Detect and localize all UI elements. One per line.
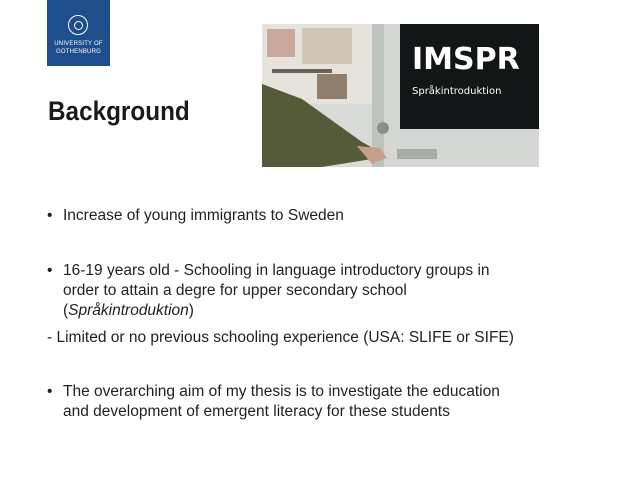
bullet-text-line-2: and development of emergent literacy for these students: [63, 403, 450, 420]
bullet-item: [47, 382, 500, 422]
university-logo: [47, 0, 110, 66]
bullet-text: Increase of young immigrants to Sweden: [63, 207, 344, 224]
bullet-marker: •: [47, 383, 53, 400]
logo-line-2: GOTHENBURG: [55, 49, 101, 55]
bullet-text-line-2: order to attain a degre for upper secondary school: [63, 282, 407, 299]
italic-term: Språkintroduktion: [68, 302, 189, 319]
university-seal-icon: [68, 15, 88, 35]
bullet-marker: •: [47, 262, 53, 279]
paren-close: ): [188, 302, 194, 319]
sign-sub-text: Språkintroduktion: [412, 86, 502, 97]
dash-item: - Limited or no previous schooling experience (USA: SLIFE or SIFE): [47, 329, 514, 346]
paren-open: (: [63, 302, 69, 319]
logo-line-1: UNIVERSITY OF: [54, 41, 103, 47]
classroom-door-photo: [262, 24, 539, 167]
sign-main-text: IMSPR: [412, 42, 520, 77]
bullet-text-line-3: [63, 301, 490, 321]
bullet-text-line-1: 16-19 years old - Schooling in language introductory groups in: [63, 262, 490, 279]
bullet-item: [47, 206, 344, 226]
bullet-item: [47, 261, 490, 321]
bullet-marker: •: [47, 207, 53, 224]
slide-title: Background: [48, 96, 190, 126]
bullet-text-line-1: The overarching aim of my thesis is to investigate the education: [63, 383, 500, 400]
